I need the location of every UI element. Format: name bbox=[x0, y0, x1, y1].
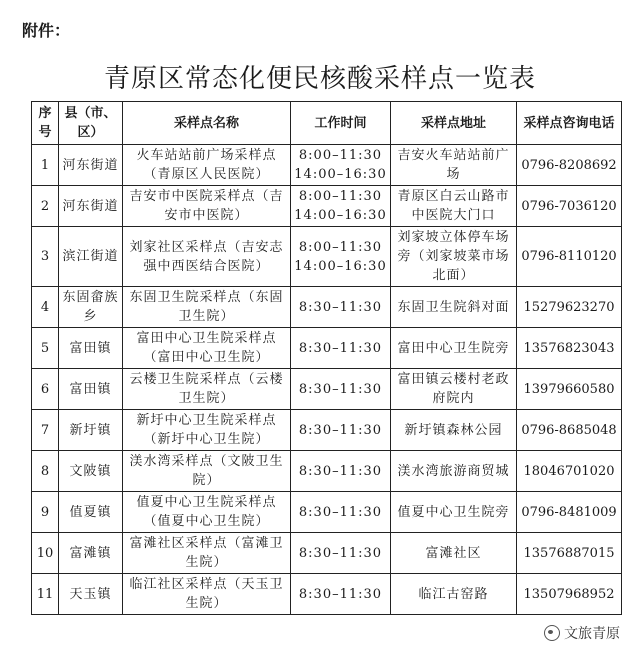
cell-phone: 13576823043 bbox=[517, 328, 622, 369]
cell-no: 7 bbox=[32, 410, 59, 451]
cell-county: 河东街道 bbox=[59, 145, 123, 186]
header-hours: 工作时间 bbox=[291, 102, 391, 145]
cell-name: 富田中心卫生院采样点（富田中心卫生院） bbox=[123, 328, 291, 369]
cell-phone: 0796-8685048 bbox=[517, 410, 622, 451]
cell-name: 临江社区采样点（天玉卫生院） bbox=[123, 574, 291, 615]
header-no: 序号 bbox=[32, 102, 59, 145]
table-row bbox=[32, 410, 622, 451]
cell-hours: 8:30–11:30 bbox=[291, 369, 391, 410]
cell-name: 东固卫生院采样点（东固卫生院） bbox=[123, 287, 291, 328]
cell-county: 文陂镇 bbox=[59, 451, 123, 492]
table-row bbox=[32, 451, 622, 492]
table-row bbox=[32, 574, 622, 615]
cell-phone: 13979660580 bbox=[517, 369, 622, 410]
page-title: 青原区常态化便民核酸采样点一览表 bbox=[103, 64, 536, 94]
cell-no: 11 bbox=[32, 574, 59, 615]
cell-hours: 8:30–11:30 bbox=[291, 492, 391, 533]
cell-county: 天玉镇 bbox=[59, 574, 123, 615]
cell-no: 5 bbox=[32, 328, 59, 369]
cell-address: 临江古窑路 bbox=[391, 574, 517, 615]
cell-county: 滨江街道 bbox=[59, 227, 123, 287]
cell-no: 1 bbox=[32, 145, 59, 186]
cell-address: 渼水湾旅游商贸城 bbox=[391, 451, 517, 492]
header-address: 采样点地址 bbox=[391, 102, 517, 145]
cell-name: 新圩中心卫生院采样点（新圩中心卫生院） bbox=[123, 410, 291, 451]
table-row bbox=[32, 186, 622, 227]
cell-county: 富滩镇 bbox=[59, 533, 123, 574]
cell-address: 刘家坡立体停车场旁（刘家坡菜市场北面） bbox=[391, 227, 517, 287]
cell-county: 河东街道 bbox=[59, 186, 123, 227]
cell-no: 2 bbox=[32, 186, 59, 227]
table-row bbox=[32, 287, 622, 328]
cell-hours: 8:30–11:30 bbox=[291, 287, 391, 328]
cell-name: 刘家社区采样点（吉安志强中西医结合医院） bbox=[123, 227, 291, 287]
table-header-row bbox=[32, 102, 622, 145]
table-row bbox=[32, 227, 622, 287]
cell-address: 富田中心卫生院旁 bbox=[391, 328, 517, 369]
cell-name: 富滩社区采样点（富滩卫生院） bbox=[123, 533, 291, 574]
cell-county: 值夏镇 bbox=[59, 492, 123, 533]
cell-hours: 8:30–11:30 bbox=[291, 574, 391, 615]
watermark bbox=[542, 623, 622, 643]
cell-address: 青原区白云山路市中医院大门口 bbox=[391, 186, 517, 227]
cell-name: 云楼卫生院采样点（云楼卫生院） bbox=[123, 369, 291, 410]
table-row bbox=[32, 533, 622, 574]
cell-hours: 8:00–11:30 14:00–16:30 bbox=[291, 145, 391, 186]
cell-county: 富田镇 bbox=[59, 328, 123, 369]
cell-county: 新圩镇 bbox=[59, 410, 123, 451]
table-row bbox=[32, 492, 622, 533]
sampling-sites-table bbox=[31, 101, 622, 615]
cell-name: 吉安市中医院采样点（吉安市中医院） bbox=[123, 186, 291, 227]
cell-hours: 8:00–11:30 14:00–16:30 bbox=[291, 186, 391, 227]
cell-county: 富田镇 bbox=[59, 369, 123, 410]
cell-name: 值夏中心卫生院采样点（值夏中心卫生院） bbox=[123, 492, 291, 533]
watermark-text: 文旅青原 bbox=[564, 626, 620, 642]
cell-hours: 8:00–11:30 14:00–16:30 bbox=[291, 227, 391, 287]
cell-name: 渼水湾采样点（文陂卫生院） bbox=[123, 451, 291, 492]
cell-hours: 8:30–11:30 bbox=[291, 410, 391, 451]
cell-address: 吉安火车站站前广场 bbox=[391, 145, 517, 186]
cell-phone: 0796-8481009 bbox=[517, 492, 622, 533]
cell-hours: 8:30–11:30 bbox=[291, 451, 391, 492]
cell-address: 富滩社区 bbox=[391, 533, 517, 574]
cell-address: 值夏中心卫生院旁 bbox=[391, 492, 517, 533]
cell-phone: 13576887015 bbox=[517, 533, 622, 574]
cell-no: 8 bbox=[32, 451, 59, 492]
cell-no: 10 bbox=[32, 533, 59, 574]
cell-no: 3 bbox=[32, 227, 59, 287]
cell-hours: 8:30–11:30 bbox=[291, 328, 391, 369]
cell-phone: 13507968952 bbox=[517, 574, 622, 615]
header-phone: 采样点咨询电话 bbox=[517, 102, 622, 145]
cell-no: 6 bbox=[32, 369, 59, 410]
cell-phone: 18046701020 bbox=[517, 451, 622, 492]
table-row bbox=[32, 369, 622, 410]
cell-address: 东固卫生院斜对面 bbox=[391, 287, 517, 328]
cell-county: 东固畲族乡 bbox=[59, 287, 123, 328]
cell-no: 4 bbox=[32, 287, 59, 328]
cell-phone: 0796-8110120 bbox=[517, 227, 622, 287]
table-row bbox=[32, 328, 622, 369]
cell-phone: 0796-8208692 bbox=[517, 145, 622, 186]
table-row bbox=[32, 145, 622, 186]
cell-address: 新圩镇森林公园 bbox=[391, 410, 517, 451]
header-name: 采样点名称 bbox=[123, 102, 291, 145]
cell-hours: 8:30–11:30 bbox=[291, 533, 391, 574]
cell-address: 富田镇云楼村老政府院内 bbox=[391, 369, 517, 410]
wechat-icon bbox=[544, 625, 560, 641]
cell-no: 9 bbox=[32, 492, 59, 533]
cell-phone: 15279623270 bbox=[517, 287, 622, 328]
header-county: 县（市、区） bbox=[59, 102, 123, 145]
cell-phone: 0796-7036120 bbox=[517, 186, 622, 227]
attachment-label: 附件： bbox=[22, 21, 71, 40]
cell-name: 火车站站前广场采样点（青原区人民医院） bbox=[123, 145, 291, 186]
